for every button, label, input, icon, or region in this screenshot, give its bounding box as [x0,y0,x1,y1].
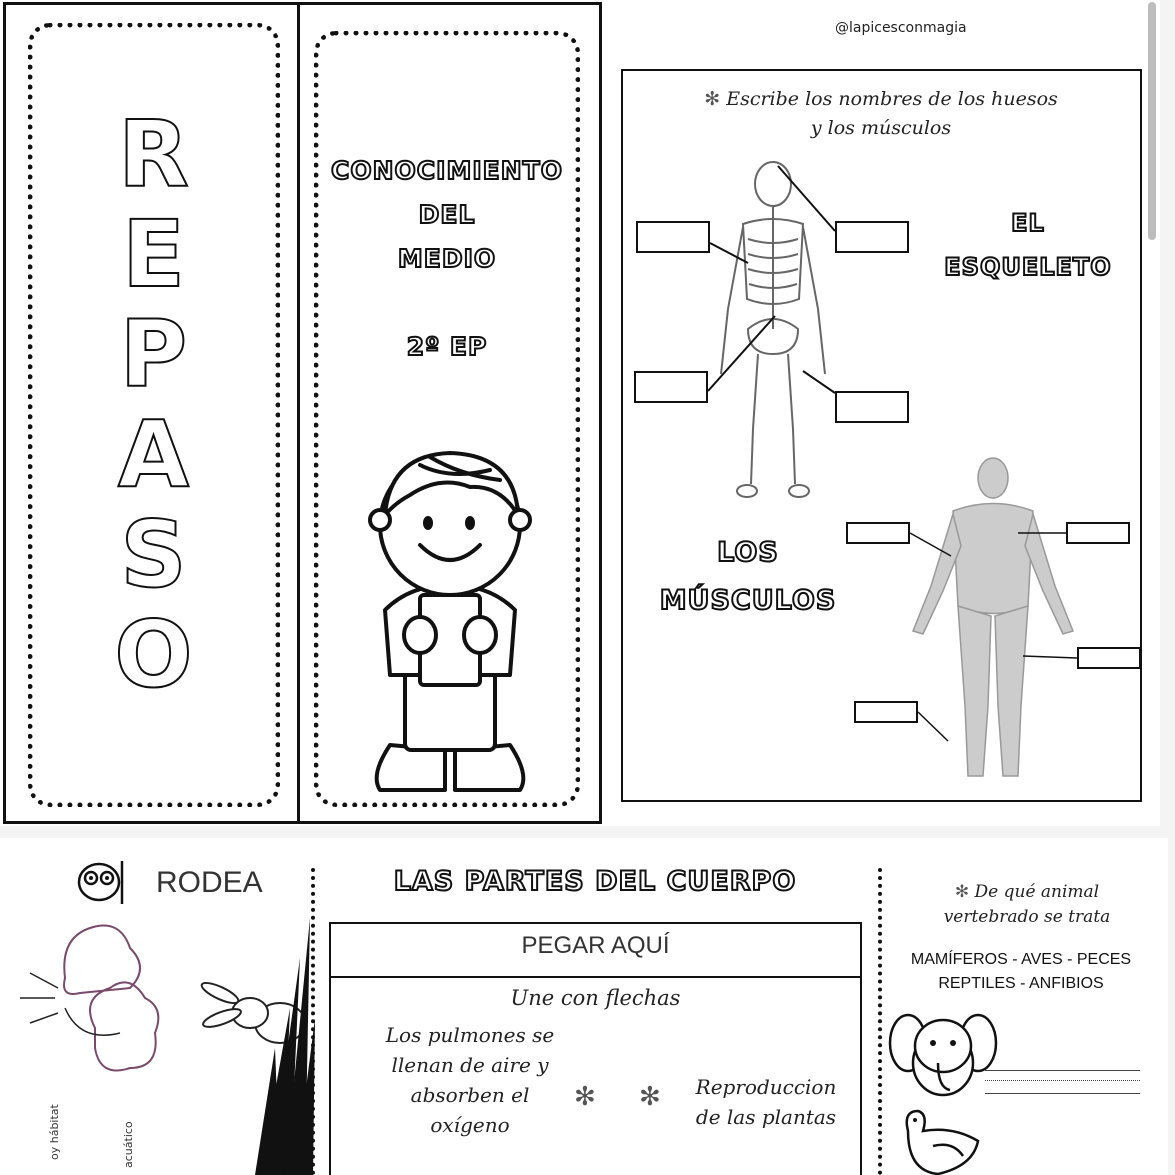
watermark: @lapicesconmagia [835,20,967,36]
subject-line: MEDIO [397,244,497,273]
cover-panel-repaso [3,2,300,824]
categories [892,948,1150,996]
elephant-illustration [888,1008,998,1103]
skeleton-title-line1: EL [1011,209,1045,237]
fold-line [878,868,882,1175]
cover-panel-subject [297,2,602,824]
body-parts-title: LAS PARTES DEL CUERPO [393,866,797,897]
title-letter: R [118,101,190,208]
categories-line1: MAMÍFEROS - AVES - PECES [910,951,1132,968]
vertebrate-question-line1: De qué animal [974,882,1100,902]
title-letter: E [122,201,186,308]
grade-label: 2º EP [406,332,488,361]
subject-title [314,149,580,369]
subject-line: DEL [418,200,476,229]
asterisk-icon: ✻ [954,882,970,902]
paste-area [329,922,862,1175]
habitat-text-1: oy hábitat [48,1104,61,1160]
right-statement-line: de las plantas [695,1105,837,1129]
title-letter: S [120,501,188,608]
asterisk-icon: ✻ [704,88,721,110]
instruction-line2: y los músculos [810,117,952,139]
boy-illustration [350,445,550,805]
hen-illustration [893,1106,988,1175]
title-letter: O [114,601,194,708]
asterisk-icon[interactable]: ✻ [639,1082,661,1112]
grass-illustration [255,898,315,1175]
answer-line[interactable] [985,1080,1140,1081]
skeleton-muscles-panel [621,69,1142,802]
match-title: Une con flechas [510,986,681,1010]
rodea-label: RODEA [156,866,263,899]
categories-line2: REPTILES - ANFIBIOS [938,975,1104,992]
scrollbar[interactable] [1148,2,1156,240]
muscle-pointer-lines [623,71,1144,804]
title-letter: A [117,401,191,508]
answer-line[interactable] [985,1093,1140,1094]
weather-illustration [20,918,170,1093]
right-statement [671,1072,861,1132]
bottom-page [0,838,1168,1175]
paste-here-label: PEGAR AQUÍ [521,932,670,959]
left-statement [355,1020,585,1140]
habitat-text-2: acuático [122,1121,135,1168]
asterisk-icon[interactable]: ✻ [574,1082,596,1112]
left-statement-line: llenan de aire y [391,1053,549,1077]
left-statement-line: absorben el [410,1083,530,1107]
right-statement-line: Reproduccion [695,1075,837,1099]
repaso-title [28,101,280,708]
vertebrate-question-line2: vertebrado se trata [943,907,1111,927]
left-statement-line: oxígeno [430,1113,510,1137]
paste-divider [331,976,860,978]
left-statement-line: Los pulmones se [385,1023,555,1047]
subject-line: CONOCIMIENTO [331,156,563,185]
answer-line[interactable] [985,1070,1140,1071]
instruction-line1: Escribe los nombres de los huesos [726,88,1058,110]
muscles-title-line2: MÚSCULOS [659,585,837,616]
skeleton-title-line2: ESQUELETO [944,253,1112,281]
owl-icon [74,856,132,906]
muscles-title-line1: LOS [717,537,779,568]
title-letter: P [119,301,189,408]
vertebrate-question [912,880,1142,930]
fold-line [311,868,315,1175]
